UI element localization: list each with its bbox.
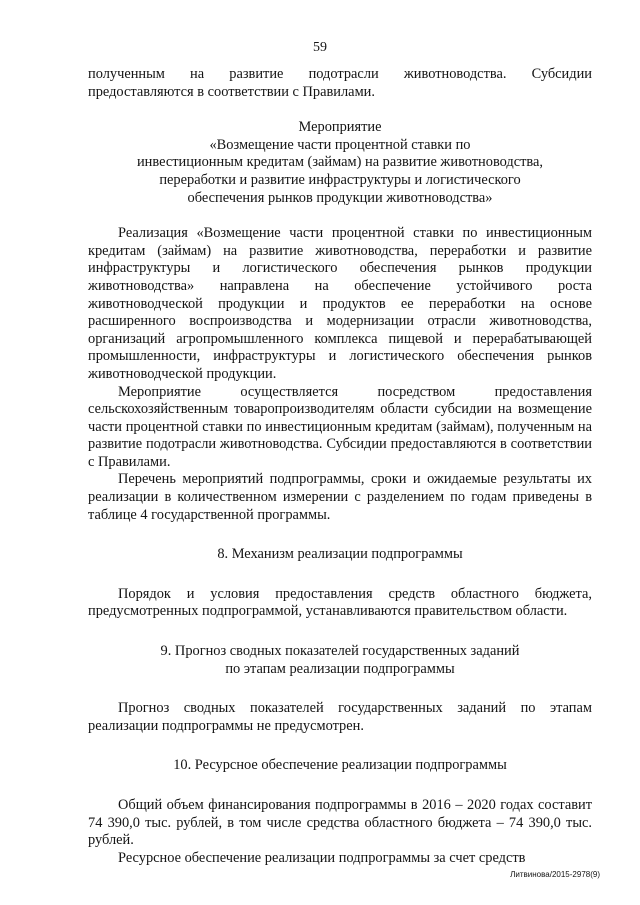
paragraph-realization: Реализация «Возмещение части процентной ставки по инвестиционным кредитам (займам) на развитие животноводства, переработки и развитие инфраструктуры и логистического обеспечения рынков продукции животноводства» направлена на обеспечение устойчивого роста животноводческой продукции и продуктов ее переработки на основе расширенного воспроизводства и модернизации отрасли животноводства, организаций агропромышленного комплекса пищевой и перерабатывающей промышленности, инфраструктуры и логистического обеспечения рынков животноводческой продукции. xyxy=(88,225,592,382)
document-footer-code: Литвинова/2015-2978(9) xyxy=(510,870,600,879)
section-9-title: по этапам реализации подпрограммы xyxy=(225,660,455,677)
measure-heading-line: переработки и развитие инфраструктуры и логистического xyxy=(159,171,521,188)
section-10-text: Ресурсное обеспечение реализации подпрограммы за счет средств xyxy=(118,849,526,866)
section-9-text: Прогноз сводных показателей государственных заданий по этапам реализации подпрограммы не предусмотрен. xyxy=(88,700,592,734)
measure-heading-line: «Возмещение части процентной ставки по xyxy=(209,136,471,153)
paragraph-measures-list: Перечень мероприятий подпрограммы, сроки и ожидаемые результаты их реализации в количественном измерении с разделением по годам приведены в таблице 4 государственной программы. xyxy=(88,471,592,523)
section-10-text: Общий объем финансирования подпрограммы в 2016 – 2020 годах составит 74 390,0 тыс. рублей, в том числе средства областного бюджета – 74 390,0 тыс. рублей. xyxy=(88,797,592,849)
section-8-text: Порядок и условия предоставления средств областного бюджета, предусмотренных подпрограммой, устанавливаются правительством области. xyxy=(88,585,592,620)
measure-heading-line: обеспечения рынков продукции животноводства» xyxy=(187,189,493,206)
paragraph-continuation: полученным на развитие подотрасли животноводства. Субсидии предоставляются в соответствии с Правилами. xyxy=(88,66,592,100)
section-8-title: 8. Механизм реализации подпрограммы xyxy=(217,546,463,563)
measure-heading-line: Мероприятие xyxy=(298,119,382,136)
section-10-title: 10. Ресурсное обеспечение реализации подпрограммы xyxy=(173,757,507,774)
measure-heading-line: инвестиционным кредитам (займам) на развитие животноводства, xyxy=(136,154,544,171)
paragraph-measure-implementation: Мероприятие осуществляется посредством предоставления сельскохозяйственным товаропроизводителям области субсидии на возмещение части процентной ставки по инвестиционным кредитам (займам), полученным на развитие подотрасли животноводства. Субсидии предоставляются в соответствии с Правилами. xyxy=(88,383,592,470)
document-body xyxy=(88,66,592,867)
page-number: 59 xyxy=(313,40,327,55)
section-9-title: 9. Прогноз сводных показателей государственных заданий xyxy=(160,643,520,660)
measure-heading xyxy=(88,119,592,207)
